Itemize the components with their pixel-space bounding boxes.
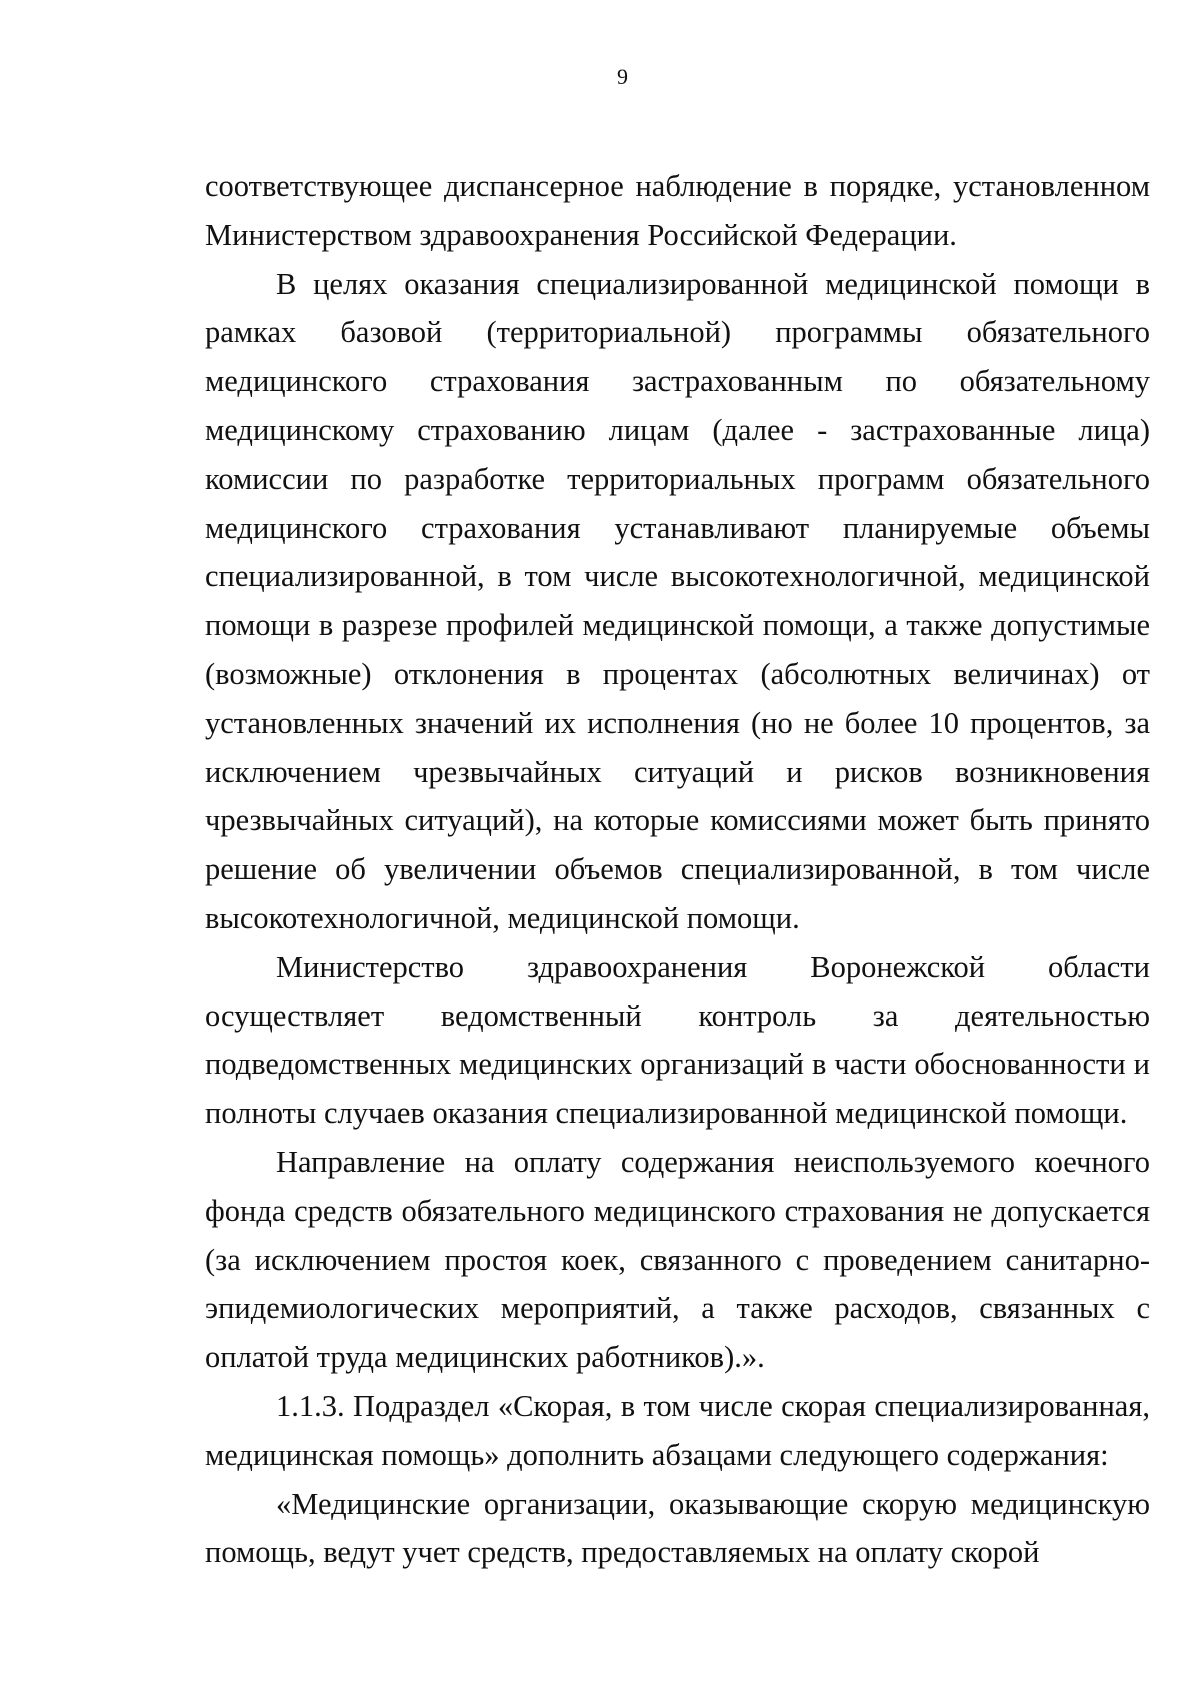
paragraph: Направление на оплату содержания неиспользуемого коечного фонда средств обязательного медицинского страхования не допускается (за исключением простоя коек, связанного с проведением санитарно-эпидемиологических мероприятий, а также расходов, связанных с оплатой труда медицинских работников).». bbox=[205, 1144, 1150, 1375]
paragraph: соответствующее диспансерное наблюдение в порядке, установленном Министерством здравоохранения Российской Федерации. bbox=[205, 169, 1150, 252]
paragraph: 1.1.3. Подраздел «Скорая, в том числе скорая специализированная, медицинская помощь» дополнить абзацами следующего содержания: bbox=[205, 1388, 1150, 1472]
paragraph: Министерство здравоохранения Воронежской области осуществляет ведомственный контроль за деятельностью подведомственных медицинских организаций в части обоснованности и полноты случаев оказания специализированной медицинской помощи. bbox=[205, 949, 1150, 1131]
document-body bbox=[205, 162, 1150, 1577]
paragraph: «Медицинские организации, оказывающие скорую медицинскую помощь, ведут учет средств, предоставляемых на оплату скорой bbox=[205, 1486, 1150, 1570]
paragraph: В целях оказания специализированной медицинской помощи в рамках базовой (территориальной) программы обязательного медицинского страхования застрахованным по обязательному медицинскому страхованию лицам (далее - застрахованные лица) комиссии по разработке территориальных программ обязательного медицинского страхования устанавливают планируемые объемы специализированной, в том числе высокотехнологичной, медицинской помощи в разрезе профилей медицинской помощи, а также допустимые (возможные) отклонения в процентах (абсолютных величинах) от установленных значений их исполнения (но не более 10 процентов, за исключением чрезвычайных ситуаций и рисков возникновения чрезвычайных ситуаций), на которые комиссиями может быть принято решение об увеличении объемов специализированной, в том числе высокотехнологичной, медицинской помощи. bbox=[205, 266, 1150, 935]
page-number: 9 bbox=[617, 64, 628, 89]
